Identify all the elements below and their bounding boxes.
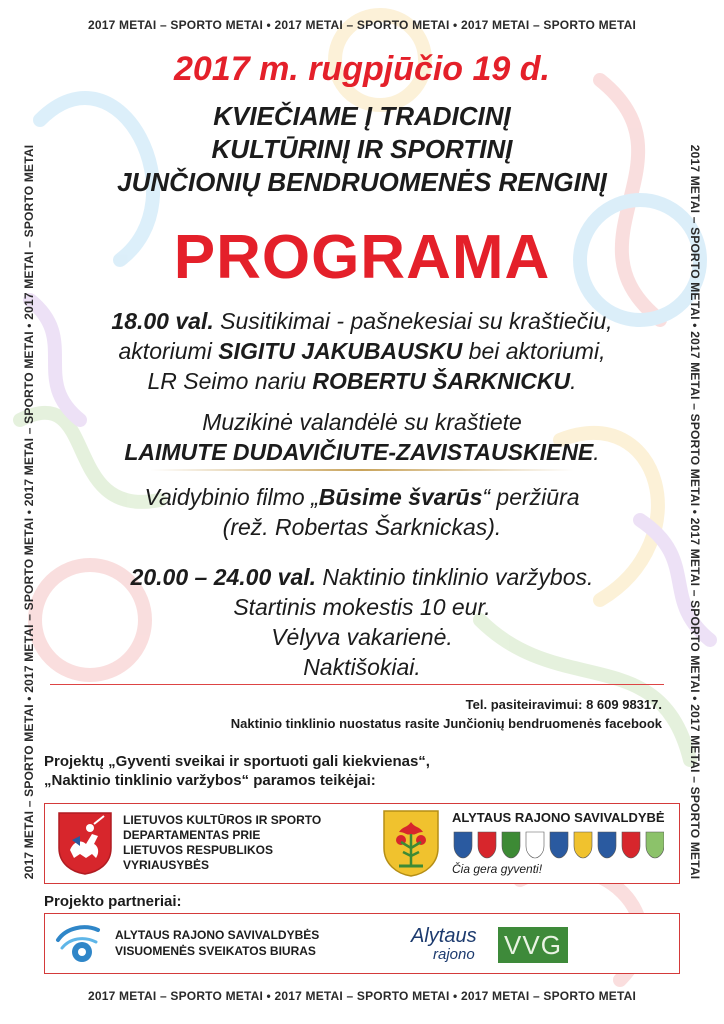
alytus-district-coat-of-arms-icon	[381, 808, 441, 878]
programa-title: PROGRAMA	[173, 223, 551, 292]
sponsors-heading: Projektų „Gyventi sveikai ir sportuoti gali kiekvienas“, „Naktinio tinklinio varžybos“ paramos teikėjai:	[44, 753, 430, 789]
contact-phone: Tel. pasiteiravimui: 8 609 98317.	[465, 697, 662, 712]
guest-name-2: ROBERTU ŠARKNICKU	[312, 368, 571, 394]
program-line-7: (rež. Robertas Šarknickas).	[222, 514, 502, 540]
program-line-10: Vėlyva vakarienė.	[271, 624, 453, 650]
partner-2-word-2: rajono	[433, 946, 475, 963]
headline-line-2: KULTŪRINĮ IR SPORTINĮ	[211, 134, 513, 164]
sponsor-2-slogan: Čia gera gyventi!	[452, 862, 543, 876]
program-line-8: 20.00 – 24.00 val. Naktinio tinklinio varžybos.	[130, 564, 594, 590]
lithuania-vytis-coat-of-arms-icon	[56, 810, 114, 876]
top-border-slogan: 2017 METAI – SPORTO METAI • 2017 METAI – SPORTO METAI • 2017 METAI – SPORTO METAI	[87, 18, 637, 32]
municipality-shields-row-icon	[452, 830, 664, 860]
partners-heading: Projekto partneriai:	[44, 893, 182, 910]
partner-1-name: ALYTAUS RAJONO SAVIVALDYBĖS VISUOMENĖS SVEIKATOS BIURAS	[115, 928, 320, 958]
program-line-3: LR Seimo nariu ROBERTU ŠARKNICKU.	[147, 368, 577, 394]
red-divider	[50, 684, 664, 685]
sponsor-1-name: LIETUVOS KULTŪROS IR SPORTO DEPARTAMENTAS PRIE LIETUVOS RESPUBLIKOS VYRIAUSYBĖS	[123, 813, 322, 872]
event-date: 2017 m. rugpjūčio 19 d.	[173, 50, 550, 88]
program-time-2: 20.00 – 24.00 val.	[130, 564, 317, 590]
public-health-bureau-logo-icon	[54, 920, 104, 966]
left-border-slogan: 2017 METAI – SPORTO METAI • 2017 METAI – SPORTO METAI • 2017 METAI – SPORTO METAI • 2017 METAI – SPORTO METAI	[22, 144, 36, 880]
program-line-6: Vaidybinio filmo „Būsime švarūs“ peržiūra	[144, 484, 580, 510]
program-line-2: aktoriumi SIGITU JAKUBAUSKU bei aktoriumi,	[118, 338, 606, 364]
headline-line-3: JUNČIONIŲ BENDRUOMENĖS RENGINĮ	[117, 167, 607, 197]
program-line-9: Startinis mokestis 10 eur.	[233, 594, 491, 620]
film-title: Būsime švarūs	[318, 484, 483, 510]
guest-name-3: LAIMUTE DUDAVIČIUTE-ZAVISTAUSKIENE	[124, 439, 594, 465]
bottom-border-slogan: 2017 METAI – SPORTO METAI • 2017 METAI – SPORTO METAI • 2017 METAI – SPORTO METAI	[87, 989, 637, 1003]
program-line-11: Naktišokiai.	[303, 654, 421, 680]
program-line-1: 18.00 val. Susitikimai - pašnekesiai su kraštiečiu,	[111, 308, 613, 334]
vvg-logo: VVG	[498, 927, 568, 963]
guest-name-1: SIGITU JAKUBAUSKU	[218, 338, 463, 364]
sponsor-2-name: ALYTAUS RAJONO SAVIVALDYBĖ	[452, 810, 665, 825]
partner-2-word-1: Alytaus	[411, 925, 477, 947]
program-line-5: LAIMUTE DUDAVIČIUTE-ZAVISTAUSKIENE.	[124, 439, 600, 465]
program-time-1: 18.00 val.	[111, 308, 214, 334]
gold-divider	[150, 469, 574, 471]
program-line-4: Muzikinė valandėlė su kraštiete	[202, 409, 522, 435]
contact-facebook: Naktinio tinklinio nuostatus rasite Junčionių bendruomenės facebook	[230, 716, 662, 731]
right-border-slogan: 2017 METAI – SPORTO METAI • 2017 METAI – SPORTO METAI • 2017 METAI – SPORTO METAI • 2017 METAI – SPORTO METAI	[688, 144, 702, 880]
headline-line-1: KVIEČIAME Į TRADICINĮ	[213, 101, 511, 131]
